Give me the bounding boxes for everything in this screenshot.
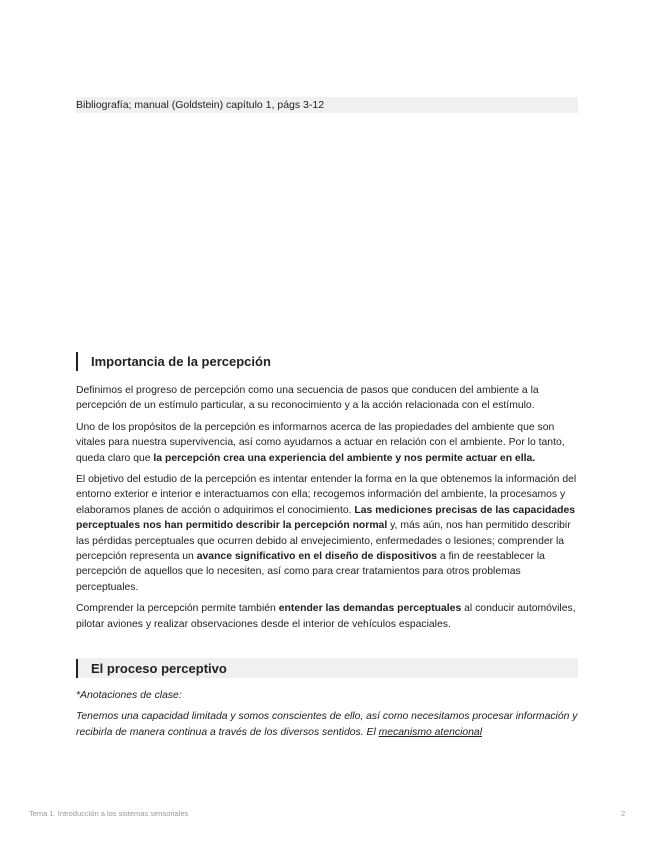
underlined-term: mecanismo atencional	[378, 726, 483, 738]
paragraph: El objetivo del estudio de la percepción es intentar entender la forma en la que obtenemos la información del entorno exterior e interior e interactuamos con ella; recogemos información del ambiente, la procesamos y elaboramos planes de acción o adquirimos el conocimiento. Las mediciones precisas de las capacidades perceptuales nos han permitido describir la percepción normal y, más aún, nos han permitido describir las pérdidas perceptuales que ocurren debido al envejecimiento, enfermedades o lesiones; comprender la percepción representa un avance significativo en el diseño de dispositivos a fin de reestablecer la percepción de aquellos que lo necesiten, así como para crear tratamientos para otros problemas perceptuales.	[76, 474, 577, 593]
bold-text: Las mediciones precisas de las capacidades perceptuales nos han permitido describir la percepción normal	[76, 504, 576, 532]
bold-text: entender las demandas perceptuales	[278, 603, 462, 615]
section-process	[76, 658, 578, 746]
section-importance	[76, 351, 578, 638]
section-heading	[76, 658, 578, 678]
page-number: 2	[621, 809, 626, 818]
paragraph: Tenemos una capacidad limitada y somos conscientes de ello, así como necesitamos procesar información y recibirla de manera continua a través de los diversos sentidos. El mecanismo atencional	[76, 711, 578, 738]
paragraph: Comprender la percepción permite también entender las demandas perceptuales al conducir automóviles, pilotar aviones y realizar observaciones desde el interior de vehículos espaciales.	[76, 603, 576, 630]
paragraph: Uno de los propósitos de la percepción es informarnos acerca de las propiedades del ambiente que son vitales para nuestra supervivencia, así como ayudarnos a actuar en relación con el ambiente. Por lo tanto, queda claro que la percepción crea una experiencia del ambiente y nos permite actuar en ella.	[76, 421, 565, 464]
section-heading	[76, 351, 578, 371]
section-title: El proceso perceptivo	[91, 660, 227, 676]
bibliography-note: Bibliografía; manual (Goldstein) capítulo 1, págs 3-12	[76, 97, 578, 113]
paragraph: Definimos el progreso de percepción como una secuencia de pasos que conducen del ambiente a la percepción de un estímulo particular, a su reconocimiento y a la acción relacionada con el estímulo.	[76, 385, 539, 412]
heading-bar	[76, 659, 78, 678]
heading-bar	[76, 352, 78, 371]
bold-text: avance significativo en el diseño de dispositivos	[196, 551, 437, 563]
bold-text: la percepción crea una experiencia del ambiente y nos permite actuar en ella	[153, 452, 533, 464]
class-notes-label: *Anotaciones de clase:	[76, 690, 182, 701]
footer-topic: Tema 1. Introducción a los sistemas sensoriales	[29, 809, 189, 818]
section-title: Importancia de la percepción	[91, 353, 271, 369]
